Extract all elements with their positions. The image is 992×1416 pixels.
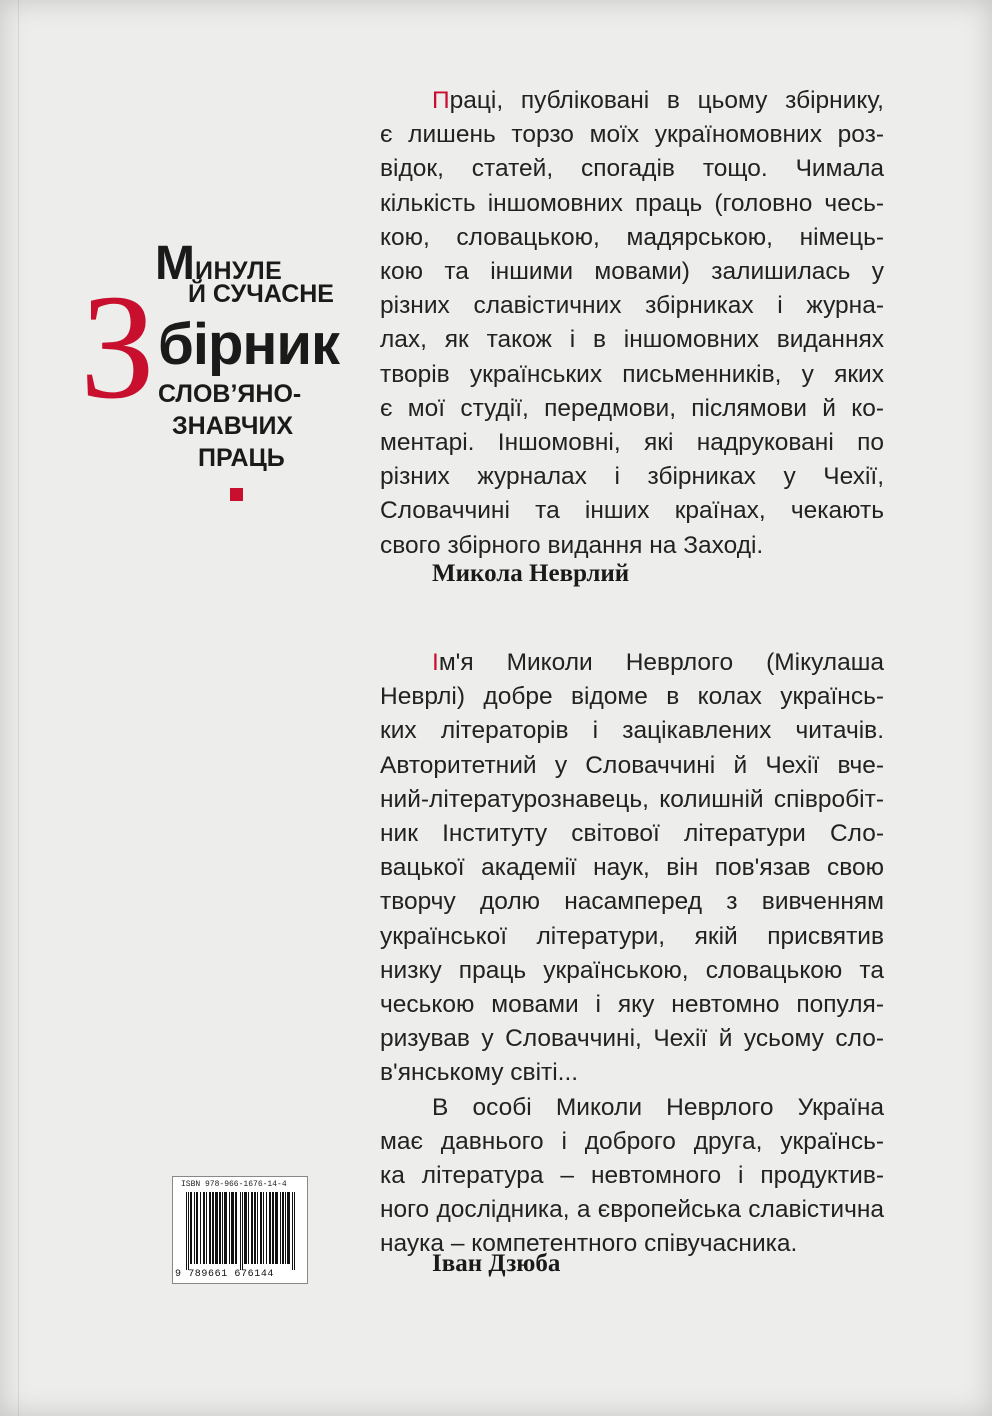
ean-digits: 9 789661 676144 — [175, 1269, 275, 1280]
text-line: ник Інституту світової літератури Сло- — [380, 820, 884, 848]
text-line: ка література – невтомного і продуктив- — [380, 1162, 884, 1190]
text-line: ментарі. Іншомовні, які надруковані по — [380, 429, 884, 457]
text-line: низку праць українською, словацькою та — [380, 956, 884, 984]
signature-nevrlyi: Микола Неврлий — [432, 560, 630, 587]
text-line: Ім'я Миколи Неврлого (Мікулаша — [432, 649, 884, 676]
text-line: кою, словацькою, мадярською, німець- — [380, 223, 884, 251]
text-line: ного дослідника, а європейська славістична — [380, 1196, 884, 1224]
red-square-ornament — [230, 488, 243, 501]
text-line: різних журналах і збірниках у Чехії, — [380, 463, 884, 491]
spine-edge — [18, 0, 19, 1416]
text-line: вацької академії наук, він пов'язав свою — [380, 854, 884, 882]
text-line: різних славістичних збірниках і журна- — [380, 292, 884, 320]
text-line: Словаччині та інших країнах, чекають — [380, 497, 884, 525]
subtitle-line-2: ЗНАВЧИХ — [172, 412, 294, 440]
text-line: Праці, публіковані в цьому збірнику, — [432, 87, 884, 114]
author-quote — [380, 84, 884, 563]
isbn-barcode-box — [172, 1176, 308, 1284]
text-line: в'янському світі... — [380, 1059, 579, 1087]
drop-capital: П — [432, 87, 450, 114]
title-red-z: З — [80, 264, 156, 430]
title-minule-rest: ИНУЛЕ — [194, 257, 283, 285]
signature-dziuba: Іван Дзюба — [432, 1250, 561, 1277]
title-line-suchasne: Й СУЧАСНЕ — [188, 280, 334, 308]
critic-quote — [380, 646, 884, 1262]
series-title — [60, 230, 360, 520]
text-line: має давнього і доброго друга, українсь- — [380, 1127, 884, 1155]
barcode-icon — [185, 1192, 297, 1270]
subtitle-line-3: ПРАЦЬ — [198, 444, 285, 472]
title-initial-m: М — [155, 237, 195, 290]
text-line: ризував у Словаччині, Чехії й усьому сло- — [380, 1025, 884, 1053]
text-line: Неврлі) добре відоме в колах українсь- — [380, 683, 884, 711]
isbn-label: ISBN 978-966-1676-14-4 — [181, 1180, 287, 1189]
text-line: наука – компетентного співучасника. — [380, 1230, 798, 1258]
text-line: кількість іншомовних праць (головно чесь- — [380, 189, 884, 217]
text-line: лах, як також і в іншомовних виданнях — [380, 326, 884, 354]
text-line: чеською мовами і яку невтомно популя- — [380, 991, 884, 1019]
text-line: відок, статей, спогадів тощо. Чимала — [380, 155, 884, 183]
text-line: є мої студії, передмови, післямови й ко- — [380, 394, 884, 422]
title-birnyk: бірник — [158, 312, 340, 377]
text-line: ний-літературознавець, колишній співробіт- — [380, 785, 884, 813]
drop-capital: І — [432, 649, 439, 676]
text-line: В особі Миколи Неврлого Україна — [432, 1093, 884, 1121]
text-line: творчу долю насамперед з вивченням — [380, 888, 884, 916]
text-line: ких літераторів і зацікавлених читачів. — [380, 717, 884, 745]
text-line: Авторитетний у Словаччині й Чехії вче- — [380, 751, 884, 779]
text-line: української літератури, якій присвятив — [380, 922, 884, 950]
text-line: кою та іншими мовами) залишилась у — [380, 258, 884, 286]
subtitle-line-1: СЛОВ’ЯНО- — [158, 380, 302, 408]
text-line: є лишень торзо моїх україномовних роз- — [380, 121, 884, 149]
text-line: творів українських письменників, у яких — [380, 360, 884, 388]
text-line: свого збірного видання на Заході. — [380, 531, 764, 559]
